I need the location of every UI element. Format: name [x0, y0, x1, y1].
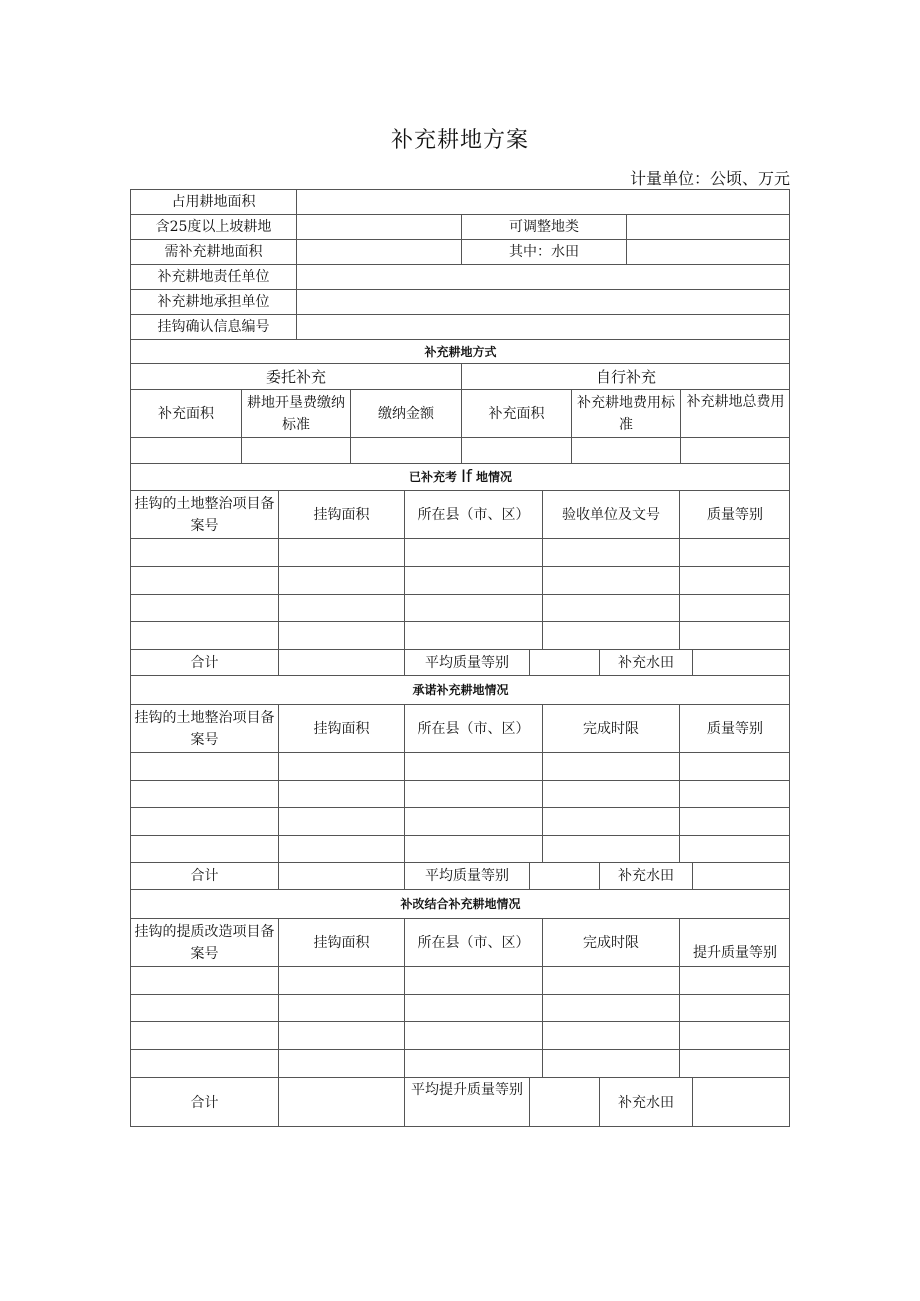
- table-cell[interactable]: [679, 594, 790, 621]
- sec1-header-b: 地情况: [476, 470, 513, 484]
- table-border-right: [789, 189, 790, 1127]
- value-need-area[interactable]: [296, 239, 461, 264]
- method-col-total-cost: 补充耕地总费用: [680, 389, 790, 437]
- label-responsible-unit: 补充耕地责任单位: [130, 264, 296, 289]
- sec2-col-county: 所在县（市、区）: [404, 704, 542, 752]
- table-cell[interactable]: [542, 807, 679, 835]
- table-cell[interactable]: [278, 752, 404, 780]
- table-cell[interactable]: [130, 1021, 278, 1049]
- sec1-avg-label: 平均质量等别: [404, 649, 529, 675]
- sec3-col-county: 所在县（市、区）: [404, 918, 542, 966]
- table-cell[interactable]: [404, 994, 542, 1021]
- method-entrusted: 委托补充: [130, 363, 461, 389]
- sec2-total-area[interactable]: [278, 862, 404, 889]
- table-cell[interactable]: [278, 621, 404, 649]
- sec1-col-project-code: 挂钩的土地整治项目备案号: [130, 490, 278, 538]
- sec1-header: [130, 463, 790, 490]
- sec2-col-project-code: 挂钩的土地整治项目备案号: [130, 704, 278, 752]
- sec3-col-deadline: 完成时限: [542, 918, 679, 966]
- method-value-cell[interactable]: [571, 437, 680, 463]
- table-cell[interactable]: [130, 538, 278, 566]
- sec3-total-area[interactable]: [278, 1077, 404, 1127]
- method-value-cell[interactable]: [461, 437, 571, 463]
- table-cell[interactable]: [679, 835, 790, 862]
- label-need-area: 需补充耕地面积: [130, 239, 296, 264]
- table-cell[interactable]: [542, 621, 679, 649]
- sec3-avg-value[interactable]: [529, 1077, 599, 1127]
- value-slope25[interactable]: [296, 214, 461, 239]
- sec1-col-acceptance: 验收单位及文号: [542, 490, 679, 538]
- sec3-col-area: 挂钩面积: [278, 918, 404, 966]
- table-cell[interactable]: [130, 594, 278, 621]
- table-cell[interactable]: [679, 1049, 790, 1077]
- method-value-cell[interactable]: [130, 437, 241, 463]
- sec1-avg-value[interactable]: [529, 649, 599, 675]
- table-cell[interactable]: [542, 1021, 679, 1049]
- sec1-header-a: 已补充考: [408, 470, 457, 484]
- sec1-header-glyph: If: [461, 467, 472, 487]
- value-adjustable-type[interactable]: [626, 214, 790, 239]
- sec1-paddy-label: 补充水田: [599, 649, 692, 675]
- method-value-cell[interactable]: [350, 437, 461, 463]
- table-cell[interactable]: [404, 807, 542, 835]
- table-cell[interactable]: [542, 752, 679, 780]
- table-cell[interactable]: [404, 966, 542, 994]
- table-cell[interactable]: [679, 807, 790, 835]
- method-value-cell[interactable]: [241, 437, 350, 463]
- table-cell[interactable]: [404, 780, 542, 807]
- sec1-col-quality: 质量等别: [679, 490, 790, 538]
- table-cell[interactable]: [130, 621, 278, 649]
- table-cell[interactable]: [542, 538, 679, 566]
- sec2-col-quality: 质量等别: [679, 704, 790, 752]
- value-of-which-paddy[interactable]: [626, 239, 790, 264]
- table-cell[interactable]: [679, 1021, 790, 1049]
- table-cell[interactable]: [679, 780, 790, 807]
- sec3-col-quality-lift: 提升质量等别: [679, 918, 790, 966]
- table-cell[interactable]: [130, 807, 278, 835]
- table-cell[interactable]: [542, 780, 679, 807]
- label-occupied-area: 占用耕地面积: [130, 189, 296, 214]
- table-cell[interactable]: [404, 538, 542, 566]
- table-cell[interactable]: [278, 966, 404, 994]
- sec2-total-label: 合计: [130, 862, 278, 889]
- method-col-fee-standard: 耕地开垦费缴纳标准: [241, 389, 350, 437]
- value-confirmation-code[interactable]: [296, 314, 790, 339]
- value-occupied-area[interactable]: [296, 189, 790, 214]
- sec2-col-area: 挂钩面积: [278, 704, 404, 752]
- method-value-cell[interactable]: [680, 437, 790, 463]
- table-cell[interactable]: [130, 566, 278, 594]
- label-undertaking-unit: 补充耕地承担单位: [130, 289, 296, 314]
- table-cell[interactable]: [130, 966, 278, 994]
- table-cell[interactable]: [278, 807, 404, 835]
- table-cell[interactable]: [404, 835, 542, 862]
- table-cell[interactable]: [404, 594, 542, 621]
- table-cell[interactable]: [404, 1021, 542, 1049]
- table-cell[interactable]: [542, 566, 679, 594]
- table-cell[interactable]: [679, 752, 790, 780]
- table-cell[interactable]: [130, 835, 278, 862]
- method-header: 补充耕地方式: [130, 339, 790, 363]
- table-cell[interactable]: [542, 966, 679, 994]
- sec2-paddy-label: 补充水田: [599, 862, 692, 889]
- table-cell[interactable]: [130, 994, 278, 1021]
- sec2-avg-value[interactable]: [529, 862, 599, 889]
- label-confirmation-code: 挂钩确认信息编号: [130, 314, 296, 339]
- table-cell[interactable]: [130, 780, 278, 807]
- sec2-col-deadline: 完成时限: [542, 704, 679, 752]
- table-cell[interactable]: [542, 594, 679, 621]
- table-cell[interactable]: [278, 1021, 404, 1049]
- table-cell[interactable]: [278, 780, 404, 807]
- sec2-avg-label: 平均质量等别: [404, 862, 529, 889]
- sec1-paddy-value[interactable]: [692, 649, 790, 675]
- table-cell[interactable]: [278, 835, 404, 862]
- sec1-col-county: 所在县（市、区）: [404, 490, 542, 538]
- table-cell[interactable]: [130, 1049, 278, 1077]
- method-col-area-1: 补充面积: [130, 389, 241, 437]
- method-col-amount: 缴纳金额: [350, 389, 461, 437]
- value-undertaking-unit[interactable]: [296, 289, 790, 314]
- table-cell[interactable]: [404, 752, 542, 780]
- table-cell[interactable]: [542, 835, 679, 862]
- sec3-paddy-value[interactable]: [692, 1077, 790, 1127]
- sec1-total-area[interactable]: [278, 649, 404, 675]
- sec2-header: 承诺补充耕地情况: [130, 675, 790, 704]
- table-cell[interactable]: [278, 538, 404, 566]
- label-slope25: 含25度以上坡耕地: [130, 214, 296, 239]
- table-cell[interactable]: [679, 966, 790, 994]
- table-cell[interactable]: [404, 1049, 542, 1077]
- table-cell[interactable]: [542, 994, 679, 1021]
- sec1-total-label: 合计: [130, 649, 278, 675]
- method-col-cost-standard: 补充耕地费用标准: [571, 389, 680, 437]
- table-cell[interactable]: [278, 594, 404, 621]
- sec3-avg-label: 平均提升质量等别: [404, 1077, 529, 1127]
- unit-note: 计量单位：公顷、万元: [629, 169, 790, 188]
- table-cell[interactable]: [679, 538, 790, 566]
- label-adjustable-type: 可调整地类: [461, 214, 626, 239]
- table-cell[interactable]: [542, 1049, 679, 1077]
- label-of-which-paddy: 其中：水田: [461, 239, 626, 264]
- sec1-col-area: 挂钩面积: [278, 490, 404, 538]
- document-title: 补充耕地方案: [390, 128, 529, 153]
- method-self: 自行补充: [461, 363, 790, 389]
- sec2-paddy-value[interactable]: [692, 862, 790, 889]
- table-cell[interactable]: [679, 566, 790, 594]
- sec3-col-project-code: 挂钩的提质改造项目备案号: [130, 918, 278, 966]
- method-col-area-2: 补充面积: [461, 389, 571, 437]
- table-cell[interactable]: [404, 621, 542, 649]
- sec3-total-label: 合计: [130, 1077, 278, 1127]
- value-responsible-unit[interactable]: [296, 264, 790, 289]
- sec3-header: 补改结合补充耕地情况: [130, 889, 790, 918]
- table-cell[interactable]: [278, 994, 404, 1021]
- table-cell[interactable]: [130, 752, 278, 780]
- table-cell[interactable]: [679, 621, 790, 649]
- table-cell[interactable]: [278, 1049, 404, 1077]
- table-cell[interactable]: [404, 566, 542, 594]
- table-cell[interactable]: [278, 566, 404, 594]
- sec3-paddy-label: 补充水田: [599, 1077, 692, 1127]
- table-border-bottom: [130, 1126, 790, 1127]
- table-cell[interactable]: [679, 994, 790, 1021]
